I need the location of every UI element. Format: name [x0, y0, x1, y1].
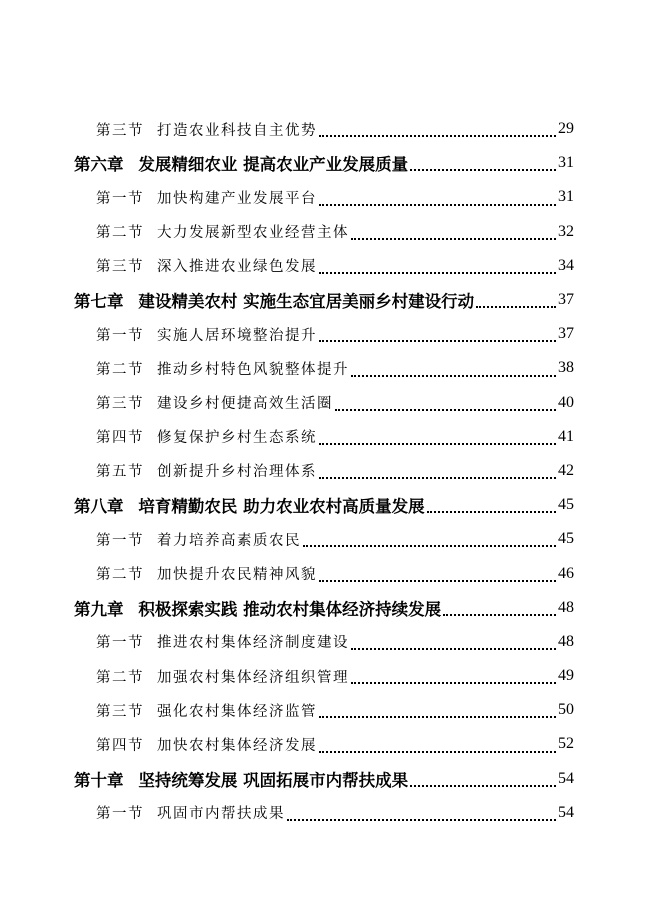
toc-entry-label	[96, 358, 349, 379]
toc-section-entry[interactable]	[0, 693, 650, 727]
toc-entry-title: 加强农村集体经济组织管理	[157, 669, 350, 686]
toc-entry-number: 第二节	[96, 361, 144, 378]
toc-page-number: 31	[558, 154, 574, 172]
table-of-contents	[0, 112, 650, 830]
toc-page-number: 50	[558, 701, 574, 719]
toc-dot-leader	[351, 238, 556, 240]
toc-entry-title: 巩固市内帮扶成果	[157, 806, 286, 823]
toc-dot-leader	[351, 375, 556, 377]
toc-page-number: 38	[558, 359, 574, 377]
toc-section-entry[interactable]	[0, 454, 650, 488]
toc-section-entry[interactable]	[0, 625, 650, 659]
toc-section-entry[interactable]	[0, 420, 650, 454]
toc-entry-title: 深入推进农业绿色发展	[157, 259, 318, 276]
toc-entry-title: 积极探索实践 推动农村集体经济持续发展	[138, 599, 442, 619]
toc-section-entry[interactable]	[0, 317, 650, 351]
toc-section-entry[interactable]	[0, 180, 650, 214]
toc-entry-number: 第五节	[96, 464, 144, 481]
toc-dot-leader	[319, 272, 556, 274]
toc-page-number: 45	[558, 496, 574, 514]
toc-page-number: 37	[558, 291, 574, 309]
toc-section-entry[interactable]	[0, 556, 650, 590]
toc-page-number: 54	[558, 803, 574, 821]
toc-entry-label	[74, 596, 441, 620]
toc-entry-label	[96, 119, 317, 140]
toc-entry-label	[74, 493, 425, 517]
toc-entry-title: 加快农村集体经济发展	[157, 737, 318, 754]
toc-page-number: 49	[558, 667, 574, 685]
toc-entry-title: 强化农村集体经济监管	[157, 703, 318, 720]
toc-chapter-entry[interactable]	[0, 591, 650, 625]
toc-section-entry[interactable]	[0, 659, 650, 693]
toc-entry-label	[96, 426, 317, 447]
toc-page-number: 48	[558, 598, 574, 616]
toc-chapter-entry[interactable]	[0, 488, 650, 522]
toc-entry-title: 加快构建产业发展平台	[157, 190, 318, 207]
toc-entry-number: 第三节	[96, 703, 144, 720]
toc-entry-title: 推动乡村特色风貌整体提升	[157, 361, 350, 378]
toc-entry-title: 培育精勤农民 助力农业农村高质量发展	[138, 497, 425, 517]
toc-page-number: 48	[558, 632, 574, 650]
toc-entry-label	[96, 187, 317, 208]
toc-page-number: 42	[558, 461, 574, 479]
toc-entry-title: 修复保护乡村生态系统	[157, 430, 318, 447]
toc-dot-leader	[410, 785, 556, 787]
toc-dot-leader	[443, 614, 556, 616]
toc-chapter-entry[interactable]	[0, 146, 650, 180]
toc-entry-number: 第二节	[96, 669, 144, 686]
toc-dot-leader	[351, 648, 556, 650]
toc-entry-title: 发展精细农业 提高农业产业发展质量	[138, 155, 409, 175]
toc-entry-label	[74, 767, 408, 791]
toc-entry-number: 第七章	[74, 292, 124, 312]
toc-entry-number: 第二节	[96, 225, 144, 242]
toc-dot-leader	[410, 169, 556, 171]
toc-entry-number: 第八章	[74, 497, 124, 517]
toc-entry-label	[96, 221, 349, 242]
toc-entry-title: 着力培养高素质农民	[157, 532, 302, 549]
toc-entry-title: 创新提升乡村治理体系	[157, 464, 318, 481]
toc-entry-number: 第二节	[96, 567, 144, 584]
toc-dot-leader	[319, 751, 556, 753]
toc-entry-number: 第一节	[96, 532, 144, 549]
toc-entry-label	[96, 529, 301, 550]
toc-entry-number: 第一节	[96, 635, 144, 652]
toc-entry-title: 建设乡村便捷高效生活圈	[157, 396, 334, 413]
toc-entry-label	[96, 631, 349, 652]
toc-section-entry[interactable]	[0, 386, 650, 420]
toc-entry-label	[96, 666, 349, 687]
toc-page-number: 52	[558, 735, 574, 753]
toc-entry-number: 第四节	[96, 430, 144, 447]
toc-page-number: 41	[558, 427, 574, 445]
toc-section-entry[interactable]	[0, 727, 650, 761]
toc-entry-title: 推进农村集体经济制度建设	[157, 635, 350, 652]
toc-page-number: 29	[558, 120, 574, 138]
toc-entry-label	[96, 392, 333, 413]
toc-entry-label	[74, 151, 408, 175]
toc-section-entry[interactable]	[0, 249, 650, 283]
toc-page-number: 34	[558, 256, 574, 274]
toc-page-number: 54	[558, 769, 574, 787]
toc-page-number: 37	[558, 325, 574, 343]
toc-entry-title: 大力发展新型农业经营主体	[157, 225, 350, 242]
toc-chapter-entry[interactable]	[0, 762, 650, 796]
toc-entry-number: 第十章	[74, 770, 124, 790]
toc-entry-label	[96, 255, 317, 276]
toc-dot-leader	[476, 306, 556, 308]
toc-entry-number: 第一节	[96, 190, 144, 207]
toc-page-number: 31	[558, 188, 574, 206]
toc-entry-number: 第三节	[96, 122, 144, 139]
toc-chapter-entry[interactable]	[0, 283, 650, 317]
toc-entry-number: 第一节	[96, 327, 144, 344]
toc-dot-leader	[319, 135, 556, 137]
toc-entry-number: 第三节	[96, 259, 144, 276]
toc-dot-leader	[319, 477, 556, 479]
toc-page-number: 32	[558, 222, 574, 240]
toc-entry-title: 加快提升农民精神风貌	[157, 567, 318, 584]
toc-dot-leader	[303, 545, 556, 547]
toc-entry-title: 建设精美农村 实施生态宜居美丽乡村建设行动	[138, 292, 475, 312]
toc-entry-number: 第九章	[74, 599, 124, 619]
toc-entry-label	[96, 700, 317, 721]
toc-dot-leader	[351, 682, 556, 684]
toc-entry-label	[96, 734, 317, 755]
toc-section-entry[interactable]	[0, 215, 650, 249]
toc-entry-title: 坚持统筹发展 巩固拓展市内帮扶成果	[138, 770, 409, 790]
toc-dot-leader	[319, 340, 556, 342]
toc-entry-number: 第四节	[96, 737, 144, 754]
toc-page-number: 45	[558, 530, 574, 548]
toc-entry-label	[96, 802, 285, 823]
toc-dot-leader	[319, 204, 556, 206]
toc-page-number: 46	[558, 564, 574, 582]
toc-dot-leader	[319, 580, 556, 582]
toc-entry-label	[74, 288, 474, 312]
toc-dot-leader	[335, 409, 556, 411]
toc-dot-leader	[287, 819, 556, 821]
toc-section-entry[interactable]	[0, 796, 650, 830]
toc-section-entry[interactable]	[0, 351, 650, 385]
toc-entry-title: 实施人居环境整治提升	[157, 327, 318, 344]
toc-entry-label	[96, 460, 317, 481]
toc-entry-number: 第六章	[74, 155, 124, 175]
toc-entry-label	[96, 563, 317, 584]
toc-entry-number: 第三节	[96, 396, 144, 413]
toc-entry-number: 第一节	[96, 806, 144, 823]
toc-entry-title: 打造农业科技自主优势	[157, 122, 318, 139]
toc-dot-leader	[319, 716, 556, 718]
toc-dot-leader	[319, 443, 556, 445]
toc-section-entry[interactable]	[0, 112, 650, 146]
toc-section-entry[interactable]	[0, 522, 650, 556]
toc-page-number: 40	[558, 393, 574, 411]
toc-dot-leader	[427, 511, 556, 513]
toc-entry-label	[96, 324, 317, 345]
